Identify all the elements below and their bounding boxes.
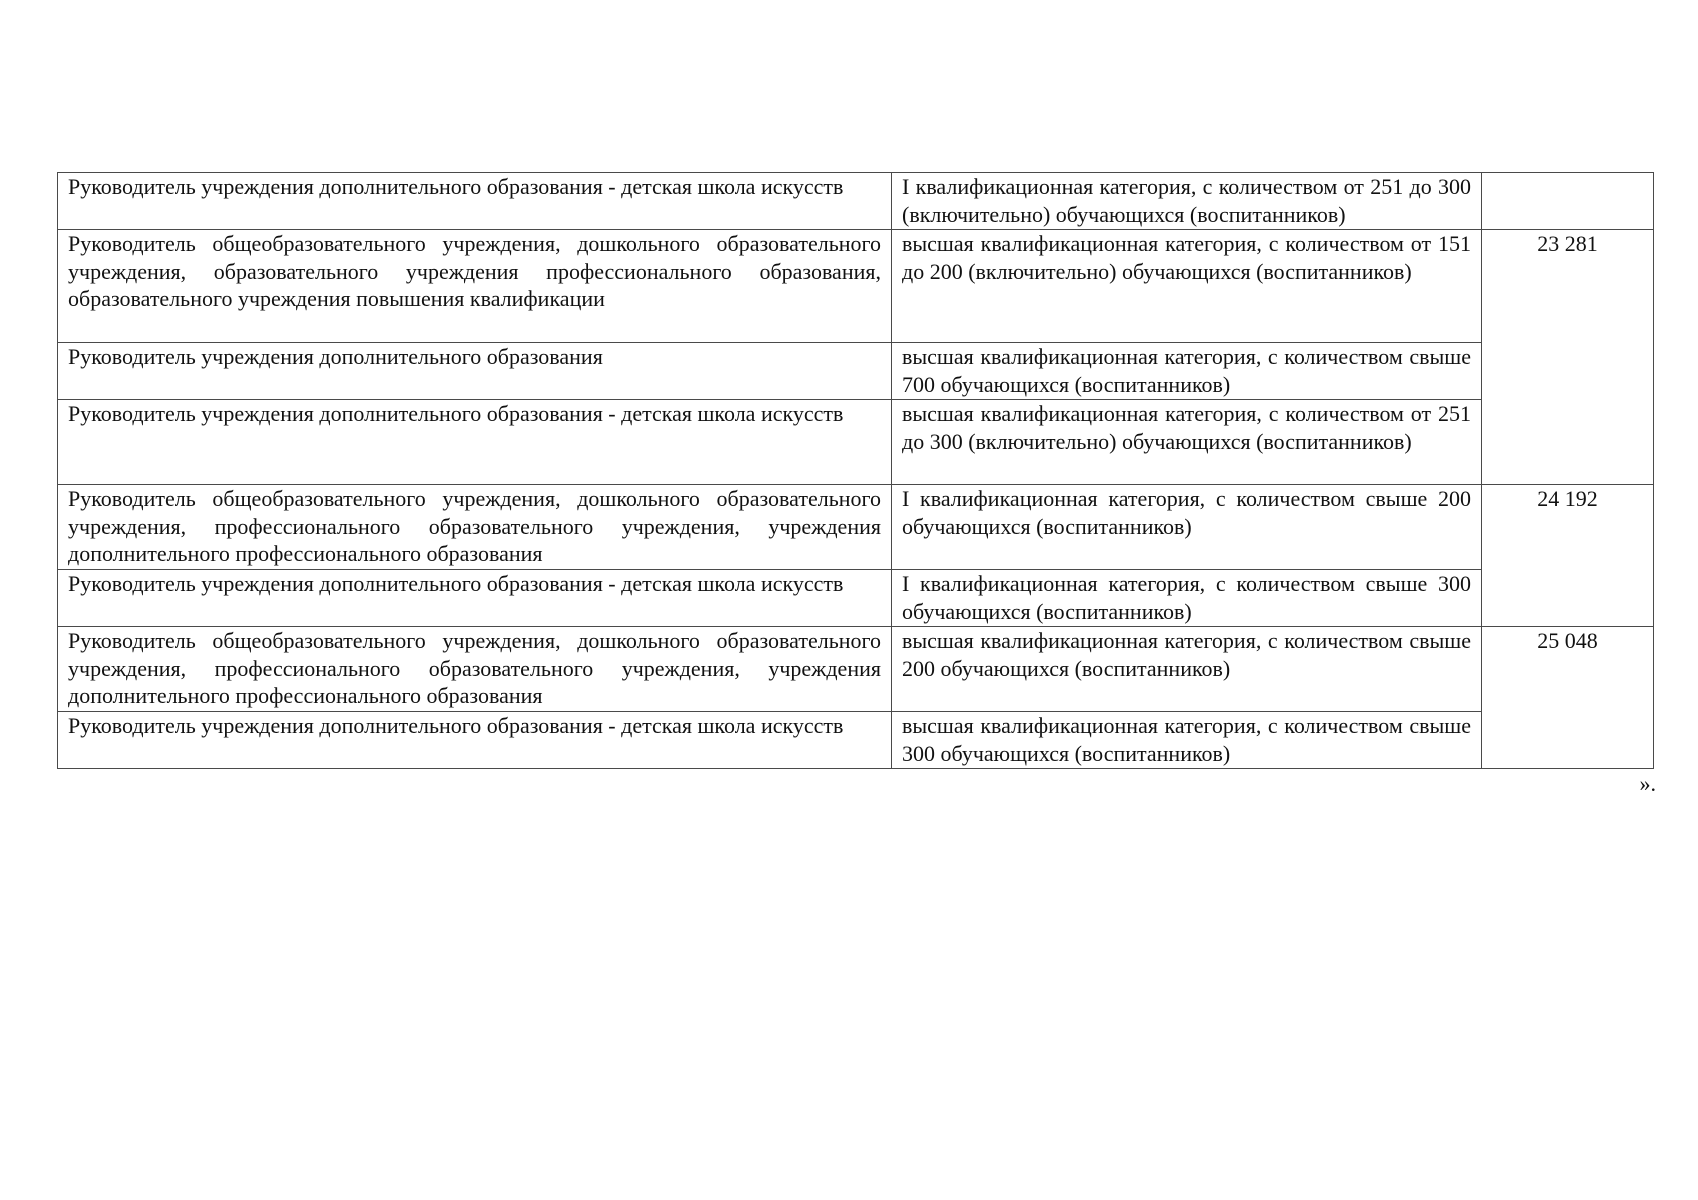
salary-cell: 25 048 xyxy=(1482,627,1654,769)
category-cell: высшая квалификационная категория, с количеством свыше 300 обучающихся (воспитанников) xyxy=(892,712,1482,769)
category-cell: высшая квалификационная категория, с количеством свыше 200 обучающихся (воспитанников) xyxy=(892,627,1482,712)
salary-cell: 24 192 xyxy=(1482,485,1654,627)
category-cell: I квалификационная категория, с количеством свыше 300 обучающихся (воспитанников) xyxy=(892,570,1482,627)
position-cell: Руководитель учреждения дополнительного образования - детская школа искусств xyxy=(58,570,892,627)
category-cell: высшая квалификационная категория, с количеством свыше 700 обучающихся (воспитанников) xyxy=(892,343,1482,400)
category-cell: I квалификационная категория, с количеством свыше 200 обучающихся (воспитанников) xyxy=(892,485,1482,570)
position-cell: Руководитель общеобразовательного учреждения, дошкольного образовательного учреждения, образовательного учреждения профессионального образования, образовательного учреждения повышения квалификации xyxy=(58,230,892,343)
table-row xyxy=(58,570,1654,627)
table-row xyxy=(58,400,1654,485)
category-cell: высшая квалификационная категория, с количеством от 251 до 300 (включительно) обучающихся (воспитанников) xyxy=(892,400,1482,485)
table-row xyxy=(58,230,1654,343)
position-cell: Руководитель учреждения дополнительного образования xyxy=(58,343,892,400)
category-cell: высшая квалификационная категория, с количеством от 151 до 200 (включительно) обучающихся (воспитанников) xyxy=(892,230,1482,343)
position-cell: Руководитель учреждения дополнительного образования - детская школа искусств xyxy=(58,173,892,230)
table-row xyxy=(58,173,1654,230)
table-row xyxy=(58,712,1654,769)
salary-cell xyxy=(1482,173,1654,230)
table-row xyxy=(58,343,1654,400)
salary-cell: 23 281 xyxy=(1482,230,1654,485)
table-row xyxy=(58,627,1654,712)
position-cell: Руководитель общеобразовательного учреждения, дошкольного образовательного учреждения, профессионального образовательного учреждения, учреждения дополнительного профессионального образования xyxy=(58,485,892,570)
salary-table xyxy=(57,172,1654,769)
position-cell: Руководитель общеобразовательного учреждения, дошкольного образовательного учреждения, профессионального образовательного учреждения, учреждения дополнительного профессионального образования xyxy=(58,627,892,712)
closing-quote: ». xyxy=(1639,771,1656,796)
category-cell: I квалификационная категория, с количеством от 251 до 300 (включительно) обучающихся (воспитанников) xyxy=(892,173,1482,230)
table-row xyxy=(58,485,1654,570)
position-cell: Руководитель учреждения дополнительного образования - детская школа искусств xyxy=(58,400,892,485)
position-cell: Руководитель учреждения дополнительного образования - детская школа искусств xyxy=(58,712,892,769)
